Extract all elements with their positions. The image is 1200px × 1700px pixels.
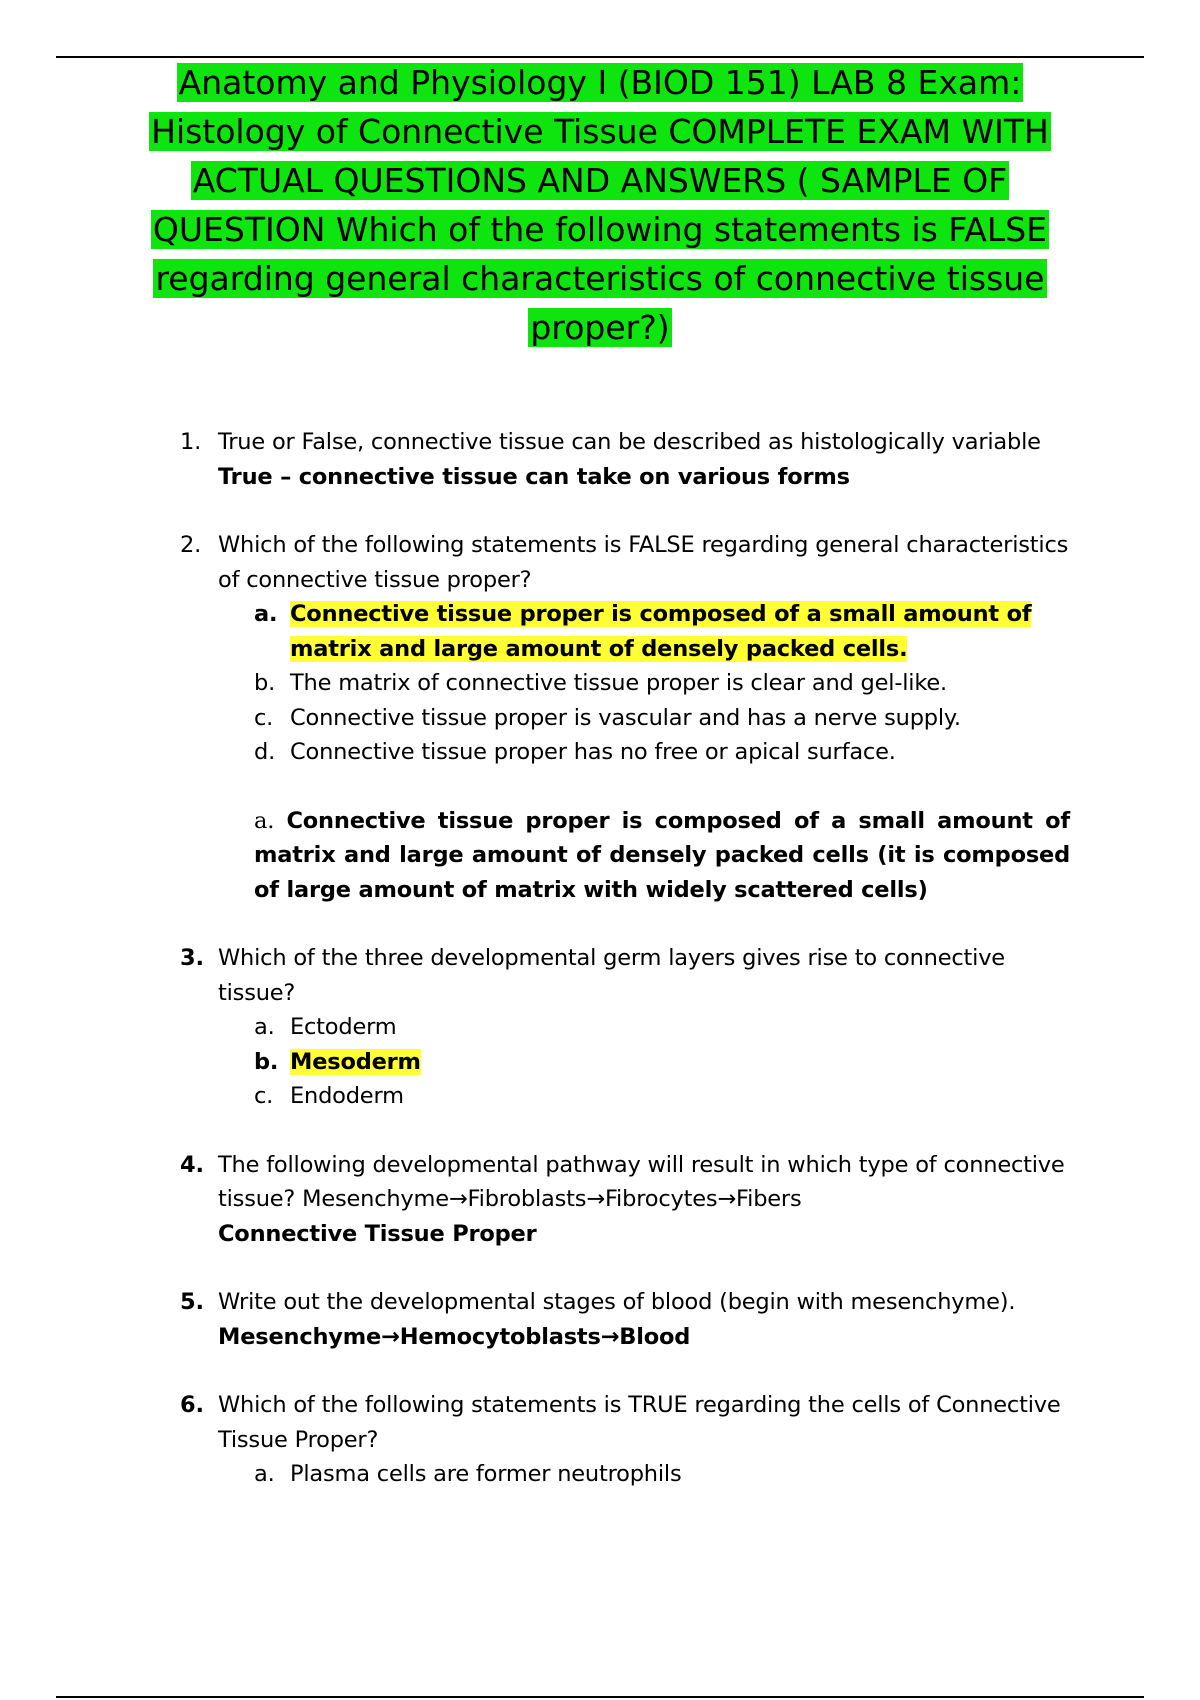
option-text: Connective tissue proper has no free or apical surface. [290, 739, 896, 765]
option-text: The matrix of connective tissue proper is clear and gel-like. [290, 670, 947, 696]
option-letter: a. [254, 1461, 275, 1487]
option-a [254, 1457, 1070, 1492]
question-number: 4. [180, 1151, 204, 1178]
option-list [218, 597, 1070, 770]
question-number: 1. [180, 429, 202, 455]
explanation-text: Connective tissue proper is composed of a small amount of matrix and large amount of densely packed cells (it is composed of large amount of matrix with widely scattered cells) [254, 807, 1070, 903]
question-4 [170, 1148, 1070, 1252]
question-text: Which of the following statements is FALSE regarding general characteristics of connective tissue proper? [218, 532, 1069, 593]
option-text-highlighted: Connective tissue proper is composed of a small amount of matrix and large amount of densely packed cells. [290, 601, 1032, 662]
question-text: The following developmental pathway will result in which type of connective tissue? Mesenchyme→Fibroblasts→Fibrocytes→Fibers [218, 1151, 1065, 1212]
question-text: Write out the developmental stages of blood (begin with mesenchyme). [218, 1289, 1016, 1315]
option-text: Connective tissue proper is vascular and has a nerve supply. [290, 704, 961, 731]
question-text: Which of the three developmental germ layers gives rise to connective tissue? [218, 945, 1005, 1006]
question-number: 3. [180, 945, 204, 971]
option-list [218, 1457, 1070, 1492]
question-1 [170, 425, 1070, 494]
option-letter: a. [254, 601, 278, 627]
answer-text: Connective Tissue Proper [218, 1220, 537, 1247]
option-text: Plasma cells are former neutrophils [290, 1461, 682, 1487]
option-c [254, 1079, 1070, 1114]
option-b-correct [254, 1045, 1070, 1080]
question-6 [170, 1388, 1070, 1492]
option-letter: b. [254, 670, 276, 696]
option-a-correct [254, 597, 1070, 666]
option-letter: a. [254, 1014, 275, 1040]
bottom-rule [56, 1696, 1144, 1698]
question-number: 6. [180, 1392, 204, 1418]
option-letter: d. [254, 739, 276, 765]
question-number: 5. [180, 1289, 204, 1315]
question-text: Which of the following statements is TRUE regarding the cells of Connective Tissue Proper? [218, 1392, 1061, 1453]
question-3 [170, 941, 1070, 1114]
option-letter: c. [254, 704, 274, 731]
option-text-highlighted: Mesoderm [290, 1048, 421, 1075]
option-a [254, 1010, 1070, 1045]
question-list [170, 425, 1070, 1526]
title-highlight: Anatomy and Physiology I (BIOD 151) LAB 8 Exam: Histology of Connective Tissue COMPLETE EXAM WITH ACTUAL QUESTIONS AND ANSWERS ( SAMPLE OF QUESTION Which of the following statements is FALSE regarding general characteristics of connective tissue proper?) [151, 63, 1049, 347]
document-title [120, 58, 1080, 352]
option-c [254, 701, 1070, 736]
option-b [254, 666, 1070, 701]
answer-text: Mesenchyme→Hemocytoblasts→Blood [218, 1323, 691, 1350]
question-2 [170, 528, 1070, 907]
option-text: Ectoderm [290, 1014, 397, 1040]
question-number: 2. [180, 532, 202, 558]
question-5 [170, 1285, 1070, 1354]
option-list [218, 1010, 1070, 1114]
option-text: Endoderm [290, 1083, 404, 1109]
answer-explanation [254, 804, 1070, 908]
option-letter: b. [254, 1048, 279, 1075]
option-d [254, 735, 1070, 770]
option-letter: c. [254, 1083, 274, 1109]
question-text: True or False, connective tissue can be described as histologically variable [218, 429, 1041, 455]
answer-text: True – connective tissue can take on various forms [218, 463, 850, 490]
explanation-letter: a. [254, 807, 275, 834]
